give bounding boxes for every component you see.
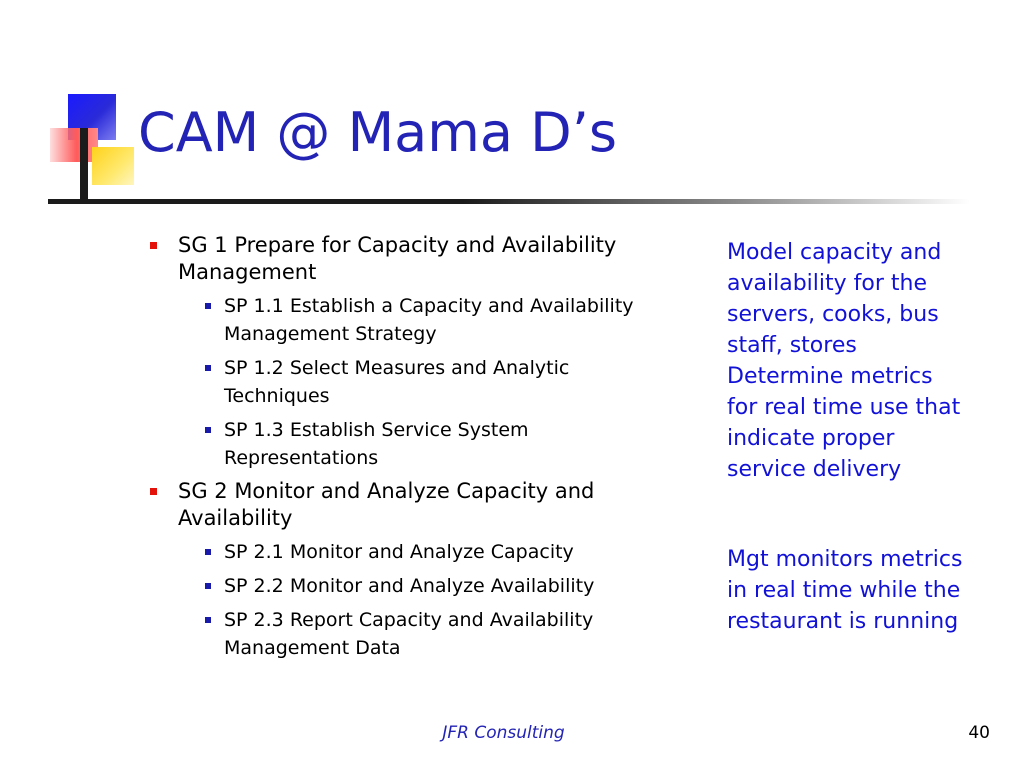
blue-square-bullet-icon [205, 365, 211, 371]
note-line: restaurant is running [727, 609, 959, 634]
note-line: Mgt monitors metrics [727, 547, 963, 572]
note-line: availability for the [727, 271, 927, 296]
title-underline [48, 199, 970, 204]
practice-text: SP 1.3 Establish Service System Representations [224, 419, 529, 469]
practice-bullet-sp21 [194, 538, 668, 566]
blue-square-bullet-icon [205, 583, 211, 589]
footer-text: JFR Consulting [442, 723, 565, 743]
note-line: Determine metrics [727, 364, 933, 389]
goal-text: SG 1 Prepare for Capacity and Availability Management [178, 233, 617, 284]
note-line: service delivery [727, 457, 902, 482]
goal-text: SG 2 Monitor and Analyze Capacity and Availability [178, 479, 595, 530]
note-line: Model capacity and [727, 240, 942, 265]
practice-text: SP 2.3 Report Capacity and Availability Management Data [224, 609, 594, 659]
practice-bullet-sp13 [194, 416, 668, 472]
red-square-bullet-icon [150, 488, 157, 495]
slide-title: CAM @ Mama D’s [138, 101, 617, 164]
practice-bullet-sp22 [194, 572, 668, 600]
note-line: indicate proper [727, 426, 895, 451]
note-line: staff, stores [727, 333, 857, 358]
decor-vertical-bar [80, 128, 88, 201]
blue-square-bullet-icon [205, 549, 211, 555]
goal-bullet-sg2 [148, 478, 668, 662]
note-line: in real time while the [727, 578, 961, 603]
note-line: servers, cooks, bus [727, 302, 939, 327]
note-line: for real time use that [727, 395, 961, 420]
practice-bullet-sp11 [194, 292, 668, 348]
practice-text: SP 2.2 Monitor and Analyze Availability [224, 575, 595, 597]
blue-square-bullet-icon [205, 617, 211, 623]
red-square-bullet-icon [150, 242, 157, 249]
practice-bullet-sp23 [194, 606, 668, 662]
practice-bullet-sp12 [194, 354, 668, 410]
blue-square-bullet-icon [205, 303, 211, 309]
practice-text: SP 2.1 Monitor and Analyze Capacity [224, 541, 574, 563]
practice-text: SP 1.1 Establish a Capacity and Availability Management Strategy [224, 295, 634, 345]
note-model-capacity [727, 237, 989, 485]
goal-bullet-sg1 [148, 232, 668, 472]
page-number: 40 [968, 723, 990, 743]
bullet-list [148, 232, 668, 668]
decor-yellow-square [92, 147, 134, 185]
practice-text: SP 1.2 Select Measures and Analytic Techniques [224, 357, 570, 407]
decor-red-square [50, 128, 98, 162]
note-mgt-monitors [727, 544, 989, 637]
blue-square-bullet-icon [205, 427, 211, 433]
